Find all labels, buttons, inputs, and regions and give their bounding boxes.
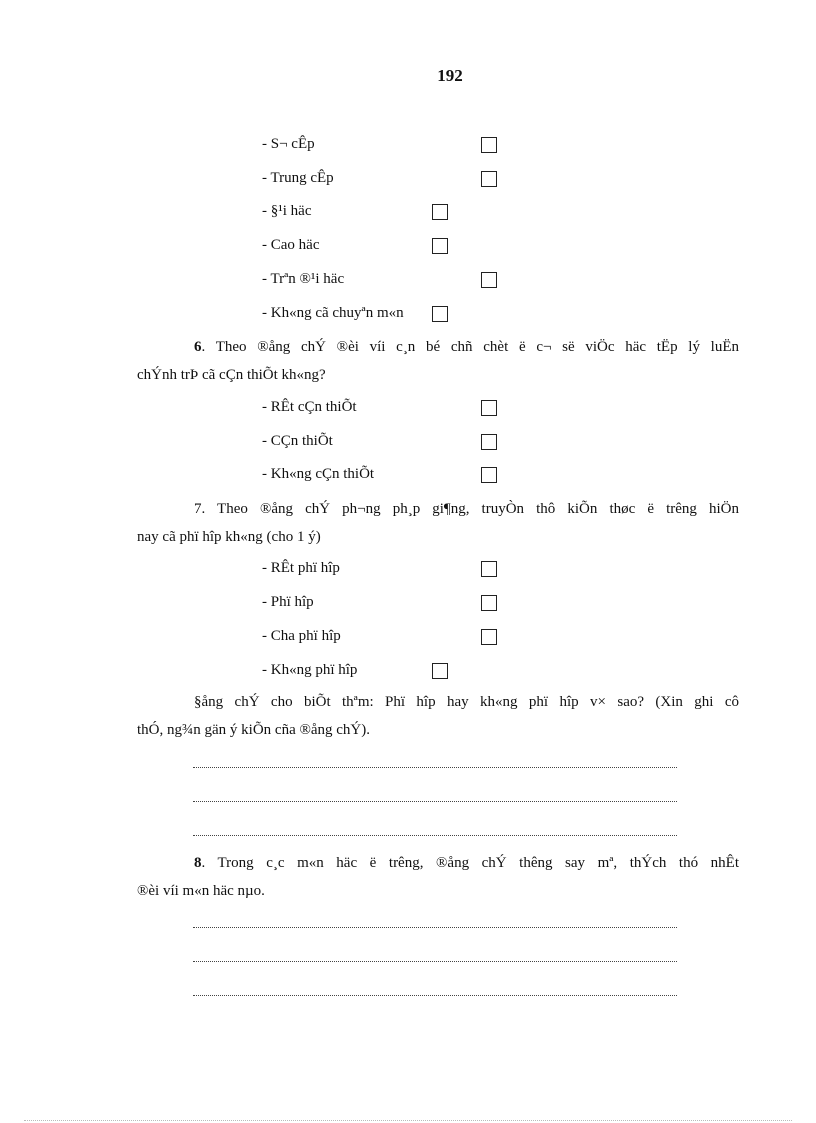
question-8-number: 8 [194,855,202,871]
question-6-line2: chÝnh trÞ cã cÇn thiÕt kh«ng? [137,367,326,383]
page-number: 192 [437,66,463,85]
question-7-line2: nay cã phï hîp kh«ng (cho 1 ý) [137,529,321,545]
q7-option: - Cha phï hîp [262,628,341,644]
question-7 [137,495,739,551]
question-6-text: . Theo ®ång chÝ ®èi víi c¸n bé chñ chèt ë c¬ së viÖc häc tËp lý luËn [201,339,739,355]
q5-checkbox[interactable] [481,137,497,153]
q5-checkbox[interactable] [481,272,497,288]
question-8 [137,849,739,905]
question-7-number: 7 [194,501,202,517]
answer-line[interactable] [193,994,677,996]
q7-checkbox[interactable] [432,663,448,679]
q5-option: - Cao häc [262,237,320,253]
question-6 [137,333,739,389]
question-7-followup [137,688,739,744]
q6-checkbox[interactable] [481,434,497,450]
q7-option: - Kh«ng phï hîp [262,662,358,678]
question-7-text: . Theo ®ång chÝ ph¬ng ph¸p gi¶ng, truyÒn thô kiÕn thøc ë trêng hiÖn [201,501,739,517]
q7-option: - Phï hîp [262,594,314,610]
question-8-line1 [137,849,739,877]
q5-option: - S¬ cÊp [262,136,315,152]
q7-checkbox[interactable] [481,561,497,577]
question-8-line2: ®èi víi m«n häc nµo. [137,883,265,899]
answer-line[interactable] [193,766,677,768]
q6-checkbox[interactable] [481,400,497,416]
followup-line1: §ång chÝ cho biÕt thªm: Phï hîp hay kh«ng phï hîp v× sao? (Xin ghi cô [194,694,739,710]
q6-option: - Kh«ng cÇn thiÕt [262,466,375,482]
q6-option: - RÊt cÇn thiÕt [262,399,357,415]
q5-option: - Trªn ®¹i häc [262,271,345,287]
q6-option: - CÇn thiÕt [262,433,333,449]
q5-checkbox[interactable] [432,238,448,254]
q5-option: - §¹i häc [262,203,312,219]
question-7-line1 [137,495,739,523]
question-6-number: 6 [194,339,202,355]
q6-checkbox[interactable] [481,467,497,483]
answer-line[interactable] [193,960,677,962]
answer-line[interactable] [193,926,677,928]
q5-option: - Kh«ng cã chuyªn m«n [262,305,404,321]
q5-checkbox[interactable] [432,204,448,220]
answer-line[interactable] [193,834,677,836]
q7-option: - RÊt phï hîp [262,560,340,576]
q5-checkbox[interactable] [481,171,497,187]
q7-checkbox[interactable] [481,595,497,611]
followup-line2: thÓ, ng¾n gän ý kiÕn cña ®ång chÝ). [137,722,371,738]
q7-checkbox[interactable] [481,629,497,645]
answer-line[interactable] [193,800,677,802]
q5-checkbox[interactable] [432,306,448,322]
page-bottom-rule [24,1120,792,1121]
question-6-line1 [137,333,739,361]
q5-option: - Trung cÊp [262,170,334,186]
question-8-text: . Trong c¸c m«n häc ë trêng, ®ång chÝ thêng say mª, thÝch thó nhÊt [201,855,739,871]
